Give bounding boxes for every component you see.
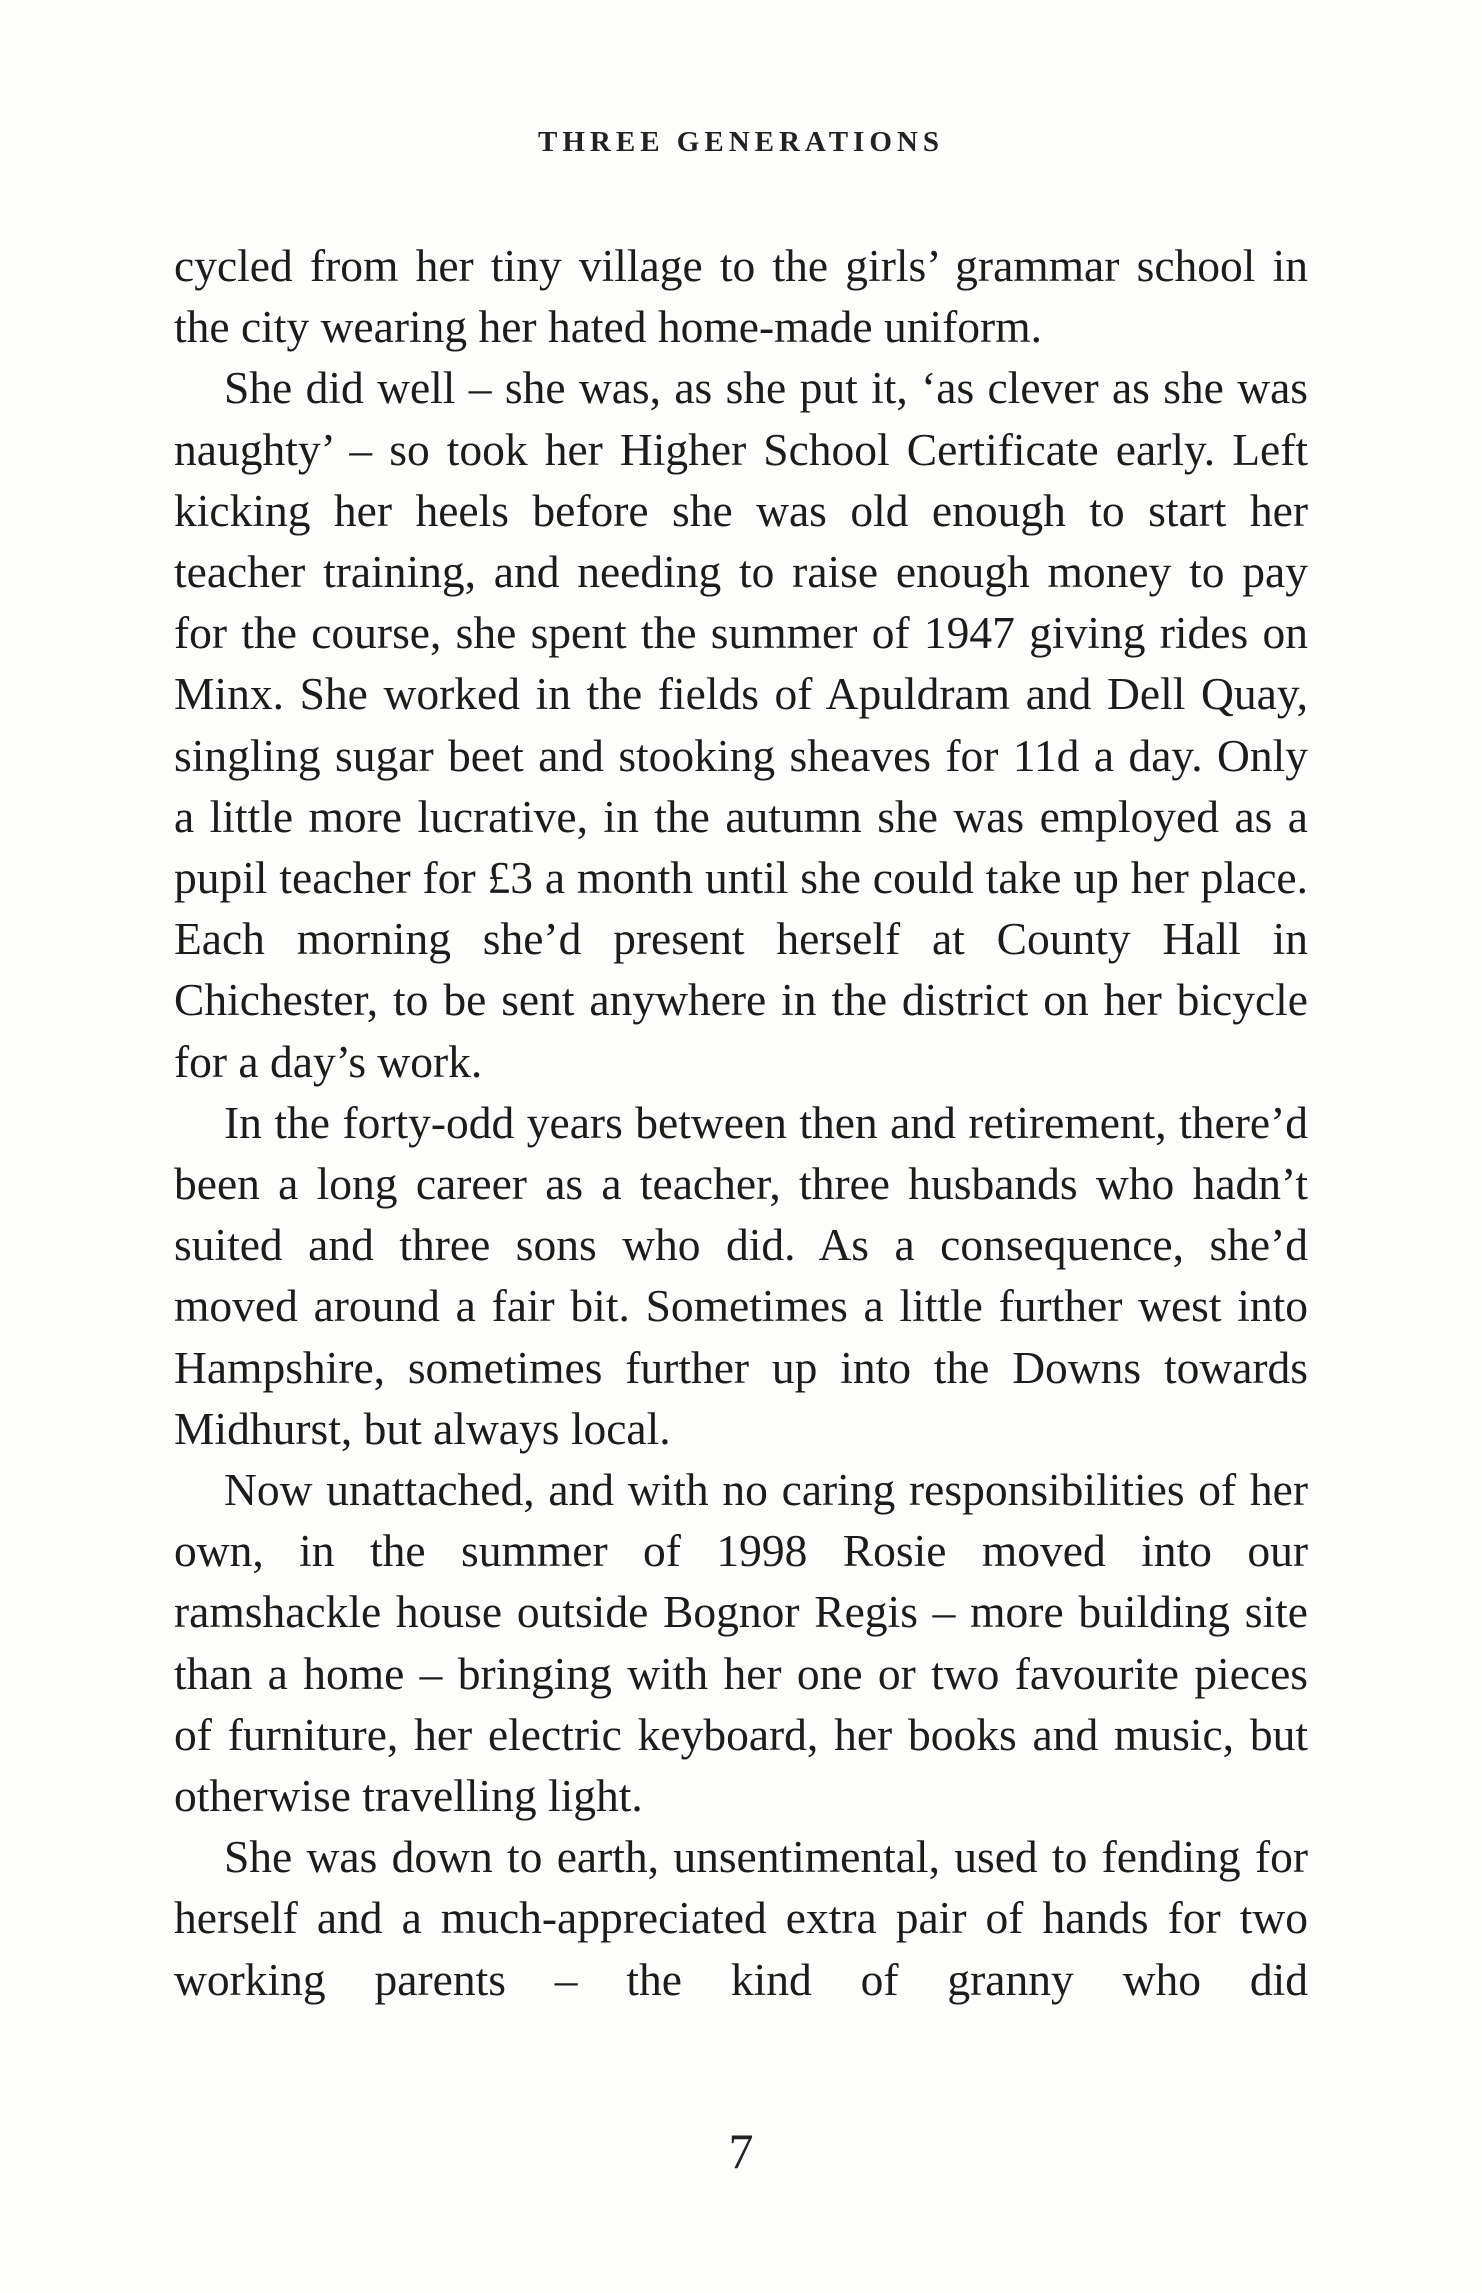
paragraph-continuation: cycled from her tiny village to the girls’ grammar school in the city wearing her hated home-made uniform. — [174, 240, 1308, 353]
paragraph: In the forty-odd years between then and retirement, there’d been a long career as a teacher, three husbands who hadn’t suited and three sons who did. As a consequence, she’d moved around a fair bit. Sometimes a little further west into Hampshire, sometimes further up into the Downs towards Midhurst, but always local. — [174, 1096, 1308, 1454]
paragraph: She did well – she was, as she put it, ‘as clever as she was naughty’ – so took her Higher School Certificate early. Left kicking her heels before she was old enough to start her teacher training, and needing to raise enough money to pay for the course, she spent the summer of 1947 giving rides on Minx. She worked in the fields of Apuldram and Dell Quay, singling sugar beet and stooking sheaves for 11d a day. Only a little more lucrative, in the autumn she was employed as a pupil teacher for £3 a month until she could take up her place. Each morning she’d present herself at County Hall in Chichester, to be sent anywhere in the district on her bicycle for a day’s work. — [174, 362, 1308, 1087]
paragraph: Now unattached, and with no caring responsibilities of her own, in the summer of 1998 Rosie moved into our ramshackle house outside Bognor Regis – more building site than a home – bringing with her one or two favourite pieces of furniture, her electric keyboard, her books and music, but otherwise travelling light. — [174, 1464, 1308, 1822]
paragraph: She was down to earth, unsentimental, used to fending for herself and a much-appreciated extra pair of hands for two working parents – the kind of granny who did — [174, 1831, 1308, 2005]
running-head: THREE GENERATIONS — [538, 126, 944, 158]
page-number: 7 — [728, 2123, 754, 2179]
body-text — [174, 235, 1308, 2010]
